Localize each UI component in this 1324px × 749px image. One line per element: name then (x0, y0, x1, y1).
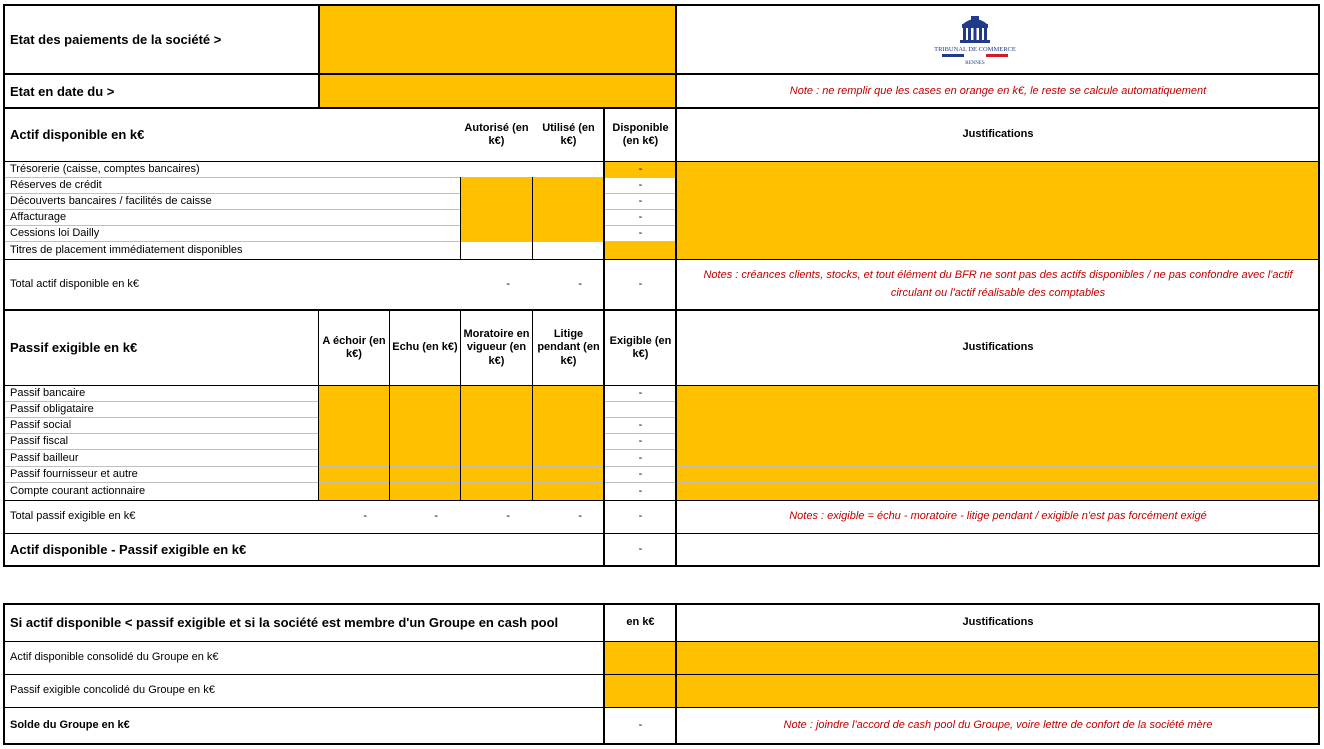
col-justifications-passif: Justifications (962, 341, 1034, 354)
groupe-actif-input[interactable] (605, 642, 676, 674)
echu-input[interactable] (390, 434, 460, 450)
svg-text:TRIBUNAL DE COMMERCE: TRIBUNAL DE COMMERCE (934, 46, 1016, 53)
col-moratoire: Moratoire en vigueur (en k€) (463, 328, 530, 367)
grid-line (4, 482, 1319, 483)
groupe-passif-input[interactable] (605, 675, 676, 707)
total-passif-label: Total passif exigible en k€ (10, 510, 136, 523)
litige-input[interactable] (533, 467, 604, 483)
border (4, 500, 1319, 501)
list-item: Passif bailleur (10, 451, 79, 464)
col-litige: Litige pendant (en k€) (537, 328, 600, 367)
justification-input[interactable] (677, 402, 1319, 418)
utilise-input[interactable] (533, 178, 604, 194)
groupe-actif-label: Actif disponible consolidé du Groupe en k€ (10, 651, 219, 664)
grid-line (4, 417, 1319, 418)
exigible-value (605, 402, 676, 418)
list-item: Passif social (10, 419, 72, 432)
echu-input[interactable] (390, 402, 460, 418)
list-item: Réserves de crédit (10, 179, 102, 192)
list-item: Passif fournisseur et autre (10, 468, 138, 481)
border (4, 533, 1319, 534)
a-echoir-input[interactable] (319, 434, 389, 450)
litige-input[interactable] (533, 386, 604, 402)
grid-line (4, 433, 1319, 434)
disponible-value[interactable]: - (605, 162, 676, 178)
difference-label: Actif disponible - Passif exigible en k€ (10, 541, 247, 557)
litige-input[interactable] (533, 434, 604, 450)
echu-input[interactable] (390, 450, 460, 467)
border (604, 108, 605, 566)
list-item: Trésorerie (caisse, comptes bancaires) (10, 163, 200, 176)
difference-empty (677, 534, 1319, 565)
justification-input[interactable] (677, 194, 1319, 210)
echu-input[interactable] (390, 386, 460, 402)
border (318, 4, 320, 109)
disponible-input[interactable] (605, 242, 676, 259)
justification-input[interactable] (677, 242, 1319, 259)
border (3, 603, 1320, 605)
etat-paiements-label: Etat des paiements de la société > (10, 32, 222, 48)
litige-input[interactable] (533, 483, 604, 500)
utilise-input[interactable] (533, 210, 604, 226)
list-item: Titres de placement immédiatement disponibles (10, 243, 243, 256)
border (3, 73, 1320, 75)
justification-input[interactable] (677, 418, 1319, 434)
echu-input[interactable] (390, 483, 460, 500)
disponible-value: - (638, 195, 643, 208)
echu-input[interactable] (390, 467, 460, 483)
a-echoir-input[interactable] (319, 402, 389, 418)
autorise-input[interactable] (461, 178, 532, 194)
moratoire-input[interactable] (461, 386, 532, 402)
justification-input[interactable] (677, 226, 1319, 242)
total-disponible: - (638, 277, 643, 290)
utilise-input[interactable] (533, 194, 604, 210)
border (318, 310, 319, 500)
border (389, 310, 390, 500)
border (4, 385, 1319, 386)
list-item: Découverts bancaires / facilités de caisse (10, 195, 212, 208)
total-autorise: - (506, 277, 510, 290)
col-disponible: Disponible (en k€) (612, 121, 669, 147)
total-litige: - (578, 510, 582, 523)
col-justifications-actif: Justifications (962, 128, 1034, 141)
a-echoir-input[interactable] (319, 418, 389, 434)
autorise-input[interactable] (461, 226, 532, 242)
tribunal-logo-icon (930, 14, 1020, 66)
justification-input[interactable] (677, 210, 1319, 226)
moratoire-input[interactable] (461, 434, 532, 450)
a-echoir-input[interactable] (319, 467, 389, 483)
justification-input[interactable] (677, 483, 1319, 500)
list-item: Passif bancaire (10, 387, 86, 400)
border (675, 603, 677, 745)
list-item: Passif obligataire (10, 403, 94, 416)
list-item: Compte courant actionnaire (10, 484, 146, 497)
col-a-echoir: A échoir (en k€) (322, 334, 386, 360)
border (675, 4, 677, 567)
grid-line (4, 225, 1319, 226)
border (3, 565, 1320, 567)
etat-date-label: Etat en date du > (10, 83, 115, 99)
total-a-echoir: - (363, 510, 367, 523)
exigible-value: - (638, 435, 643, 448)
total-utilise: - (578, 277, 582, 290)
col-exigible: Exigible (en k€) (609, 334, 672, 360)
border (460, 310, 461, 500)
etat-paiements-input[interactable] (319, 6, 676, 74)
border (3, 309, 1320, 311)
grid-line (4, 193, 1319, 194)
border (4, 707, 1319, 708)
border (603, 603, 605, 745)
col-echu: Echu (en k€) (392, 341, 458, 354)
total-echu: - (434, 510, 438, 523)
groupe-passif-label: Passif exigible concolidé du Groupe en k€ (10, 684, 215, 697)
col-justifications-groupe: Justifications (962, 616, 1034, 629)
border (460, 177, 461, 259)
exigible-value: - (638, 451, 643, 464)
disponible-value: - (638, 211, 643, 224)
exigible-value: - (638, 387, 643, 400)
disponible-value: - (638, 179, 643, 192)
justification-input[interactable] (677, 642, 1319, 674)
litige-input[interactable] (533, 402, 604, 418)
total-moratoire: - (506, 510, 510, 523)
border (3, 743, 1320, 745)
grid-line (4, 449, 1319, 450)
passif-title: Passif exigible en k€ (10, 340, 138, 356)
border (4, 259, 1319, 260)
grid-line (4, 241, 1319, 242)
justification-input[interactable] (677, 386, 1319, 402)
total-actif-label: Total actif disponible en k€ (10, 277, 140, 290)
border (532, 177, 533, 259)
difference-value: - (638, 542, 643, 555)
border (4, 641, 1319, 642)
total-exigible: - (638, 510, 643, 523)
total-passif-note: Notes : exigible = échu - moratoire - litige pendant / exigible n'est pas forcément exigé (789, 510, 1207, 523)
autorise-input[interactable] (461, 194, 532, 210)
solde-value: - (638, 719, 643, 732)
grid-line (4, 209, 1319, 210)
actif-title: Actif disponible en k€ (10, 127, 145, 143)
border (4, 674, 1319, 675)
border (4, 161, 1319, 162)
border (3, 4, 5, 567)
list-item: Affacturage (10, 211, 67, 224)
exigible-value: - (638, 468, 643, 481)
litige-input[interactable] (533, 418, 604, 434)
disponible-value: - (638, 227, 643, 240)
litige-input[interactable] (533, 450, 604, 467)
border (3, 107, 1320, 109)
autorise-input[interactable] (461, 210, 532, 226)
moratoire-input[interactable] (461, 467, 532, 483)
border (603, 108, 604, 566)
utilise-input[interactable] (533, 226, 604, 242)
col-autorise: Autorisé (en k€) (464, 121, 529, 147)
justification-input[interactable] (677, 450, 1319, 467)
total-actif-note: Notes : créances clients, stocks, et tout élément du BFR ne sont pas des actifs disponibles / ne pas confondre avec l'actif circulant ou l'actif réalisable des comptables (703, 268, 1293, 299)
note-orange: Note : ne remplir que les cases en orange en k€, le reste se calcule automatiquement (789, 84, 1207, 97)
justification-input[interactable] (677, 675, 1319, 707)
justification-input[interactable] (677, 434, 1319, 450)
grid-line (4, 177, 1319, 178)
svg-text:RENNES: RENNES (965, 61, 985, 66)
solde-label: Solde du Groupe en k€ (10, 719, 130, 732)
echu-input[interactable] (390, 418, 460, 434)
moratoire-input[interactable] (461, 483, 532, 500)
border (532, 310, 533, 500)
border (1318, 4, 1320, 567)
grid-line (4, 466, 1319, 467)
col-utilise: Utilisé (en k€) (542, 121, 595, 147)
groupe-title: Si actif disponible < passif exigible et si la société est membre d'un Groupe en cash pool (10, 615, 559, 631)
list-item: Passif fiscal (10, 435, 69, 448)
a-echoir-input[interactable] (319, 483, 389, 500)
moratoire-input[interactable] (461, 418, 532, 434)
moratoire-input[interactable] (461, 450, 532, 467)
exigible-value: - (638, 419, 643, 432)
exigible-value: - (638, 484, 643, 497)
border (3, 4, 1320, 6)
grid-line (4, 401, 1319, 402)
solde-note: Note : joindre l'accord de cash pool du Groupe, voire lettre de confort de la société mère (783, 719, 1213, 732)
col-en-ke: en k€ (626, 616, 655, 629)
justification-input[interactable] (677, 178, 1319, 194)
moratoire-input[interactable] (461, 402, 532, 418)
a-echoir-input[interactable] (319, 386, 389, 402)
justification-input[interactable] (677, 467, 1319, 483)
etat-date-input[interactable] (319, 75, 676, 108)
justification-input[interactable] (677, 162, 1319, 178)
list-item: Cessions loi Dailly (10, 227, 100, 240)
a-echoir-input[interactable] (319, 450, 389, 467)
